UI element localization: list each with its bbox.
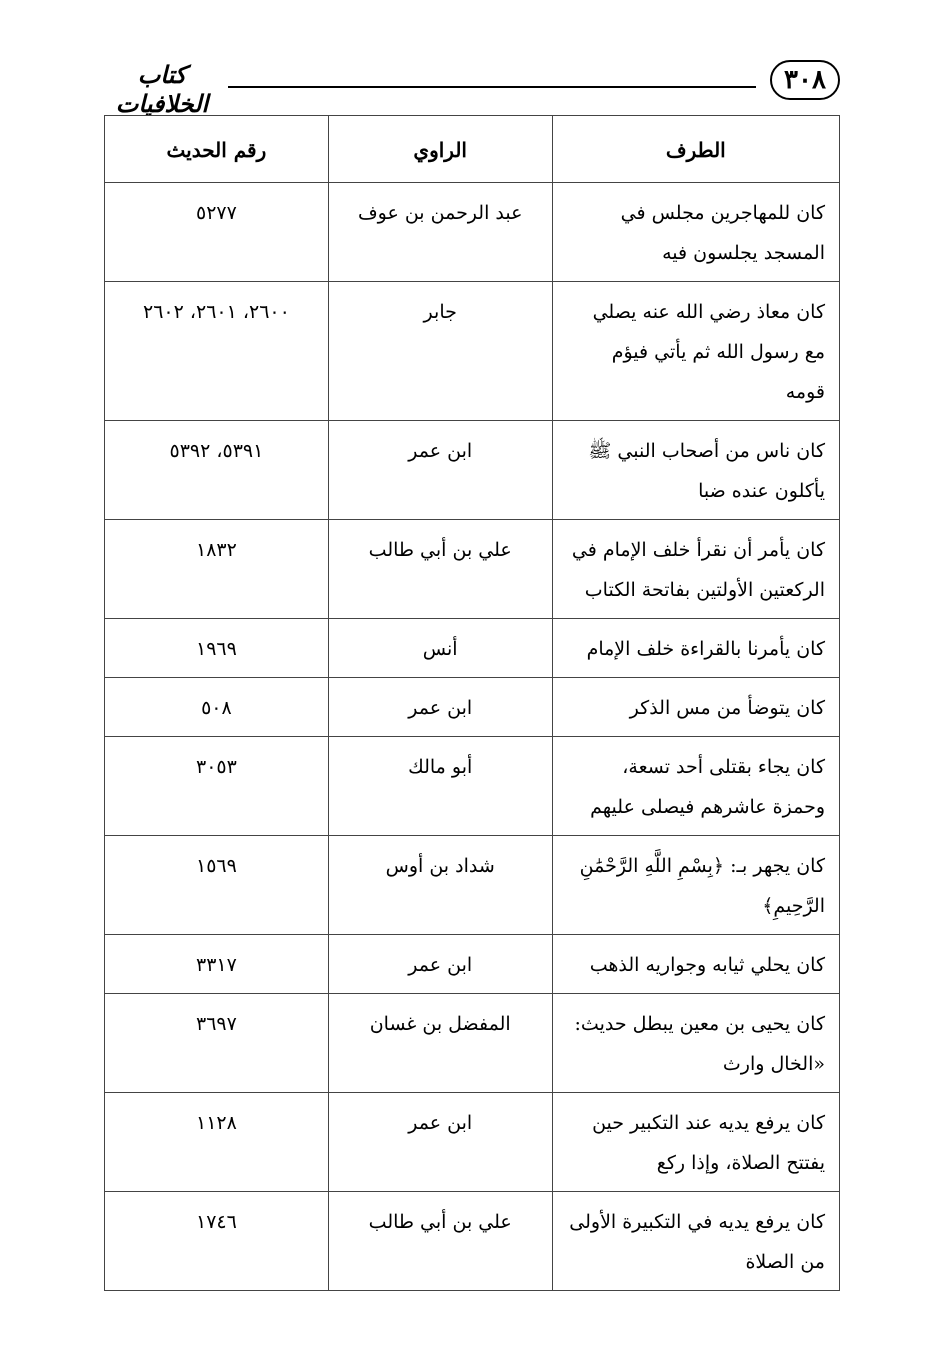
hadith-number-cell: ٥٢٧٧ [105, 183, 329, 282]
hadith-number-cell: ١٧٤٦ [105, 1192, 329, 1291]
header-rule [228, 86, 756, 88]
column-header-taraf: الطرف [552, 116, 839, 183]
taraf-cell: كان يرفع يديه في التكبيرة الأولى من الصلاة [552, 1192, 839, 1291]
taraf-cell: كان للمهاجرين مجلس في المسجد يجلسون فيه [552, 183, 839, 282]
hadith-number-cell: ٢٦٠٠، ٢٦٠١، ٢٦٠٢ [105, 282, 329, 421]
hadith-number-cell: ١١٢٨ [105, 1093, 329, 1192]
table-row [105, 520, 840, 619]
book-title: كتاب الخلافيات [115, 60, 209, 118]
rawi-cell: ابن عمر [328, 1093, 552, 1192]
rawi-cell: ابن عمر [328, 421, 552, 520]
hadith-number-cell: ٣٦٩٧ [105, 994, 329, 1093]
taraf-cell: كان ناس من أصحاب النبي ﷺ يأكلون عنده ضبا [552, 421, 839, 520]
rawi-cell: المفضل بن غسان [328, 994, 552, 1093]
rawi-cell: علي بن أبي طالب [328, 1192, 552, 1291]
column-header-number: رقم الحديث [105, 116, 329, 183]
taraf-cell: كان يرفع يديه عند التكبير حين يفتتح الصلاة، وإذا ركع [552, 1093, 839, 1192]
page-header [100, 58, 840, 118]
hadith-number-cell: ١٩٦٩ [105, 619, 329, 678]
hadith-number-cell: ٥٠٨ [105, 678, 329, 737]
taraf-cell: كان يأمرنا بالقراءة خلف الإمام [552, 619, 839, 678]
taraf-cell: كان يجهر بـ: ﴿بِسْمِ اللَّهِ الرَّحْمَٰنِ الرَّحِيمِ﴾ [552, 836, 839, 935]
hadith-number-cell: ٣٣١٧ [105, 935, 329, 994]
table-row [105, 935, 840, 994]
table-row [105, 619, 840, 678]
table-row [105, 737, 840, 836]
hadith-index-table [104, 115, 840, 1291]
rawi-cell: أنس [328, 619, 552, 678]
rawi-cell: أبو مالك [328, 737, 552, 836]
taraf-cell: كان يحلي ثيابه وجواريه الذهب [552, 935, 839, 994]
taraf-cell: كان يجاء بقتلى أحد تسعة، وحمزة عاشرهم فيصلى عليهم [552, 737, 839, 836]
page-number: ٣٠٨ [770, 60, 840, 100]
rawi-cell: ابن عمر [328, 935, 552, 994]
taraf-cell: كان يحيى بن معين يبطل حديث: «الخال وارث [552, 994, 839, 1093]
table-row [105, 836, 840, 935]
rawi-cell: عبد الرحمن بن عوف [328, 183, 552, 282]
taraf-cell: كان يأمر أن نقرأ خلف الإمام في الركعتين الأولتين بفاتحة الكتاب [552, 520, 839, 619]
table-row [105, 421, 840, 520]
table-row [105, 1192, 840, 1291]
hadith-number-cell: ٣٠٥٣ [105, 737, 329, 836]
rawi-cell: شداد بن أوس [328, 836, 552, 935]
hadith-number-cell: ٥٣٩١، ٥٣٩٢ [105, 421, 329, 520]
taraf-cell: كان معاذ رضي الله عنه يصلي مع رسول الله ثم يأتي فيؤم قومه [552, 282, 839, 421]
table-row [105, 1093, 840, 1192]
table-header-row [105, 116, 840, 183]
table-row [105, 183, 840, 282]
table-row [105, 282, 840, 421]
table-row [105, 994, 840, 1093]
rawi-cell: علي بن أبي طالب [328, 520, 552, 619]
column-header-rawi: الراوي [328, 116, 552, 183]
taraf-cell: كان يتوضأ من مس الذكر [552, 678, 839, 737]
rawi-cell: جابر [328, 282, 552, 421]
rawi-cell: ابن عمر [328, 678, 552, 737]
hadith-number-cell: ١٨٣٢ [105, 520, 329, 619]
hadith-number-cell: ١٥٦٩ [105, 836, 329, 935]
table-row [105, 678, 840, 737]
